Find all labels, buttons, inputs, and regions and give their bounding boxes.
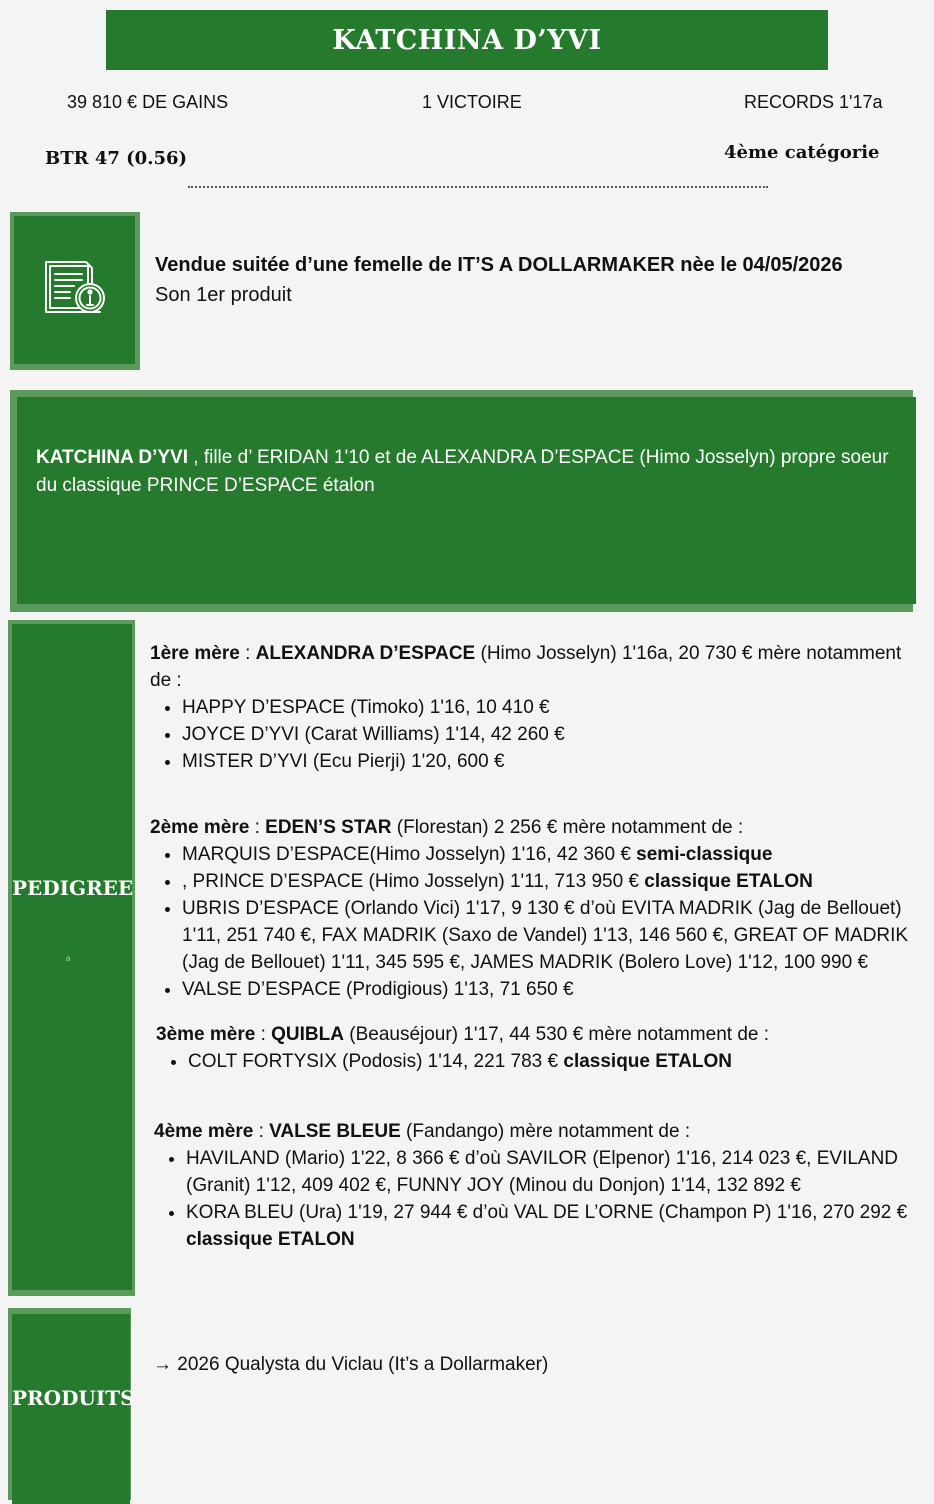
mere-name: QUIBLA <box>271 1024 344 1045</box>
produits-label: PRODUITS <box>12 1386 135 1410</box>
offspring-item <box>182 721 925 748</box>
dotted-divider <box>188 186 768 188</box>
mere-sep: : <box>255 1024 272 1045</box>
mere-block <box>156 1021 925 1075</box>
description-horse-name: KATCHINA D’YVI <box>36 447 188 468</box>
document-info-icon <box>14 216 135 364</box>
description-body: , fille d’ ERIDAN 1'10 et de ALEXANDRA D’ESPACE (Himo Josselyn) propre soeur du classique PRINCE D’ESPACE étalon <box>36 447 889 496</box>
page-title: KATCHINA D’YVI <box>332 24 602 56</box>
mere-rank: 3ème mère <box>156 1024 256 1045</box>
description-text <box>36 444 906 500</box>
sale-info <box>155 250 925 310</box>
mere-block <box>154 1118 925 1253</box>
offspring-text: , PRINCE D’ESPACE (Himo Josselyn) 1'11, 713 950 € <box>182 871 645 892</box>
victoires-stat: 1 VICTOIRE <box>422 92 522 112</box>
mere-offspring-list <box>150 694 925 775</box>
info-box <box>14 216 135 364</box>
mere-details: (Himo Josselyn) 1'16a, 20 730 € mère notamment de : <box>150 643 902 691</box>
sale-produit-line: Son 1er produit <box>155 284 292 306</box>
mere-offspring-list <box>154 1145 925 1253</box>
mere-rank: 4ème mère <box>154 1121 254 1142</box>
mere-details: (Beauséjour) 1'17, 44 530 € mère notamment de : <box>343 1024 770 1045</box>
mere-details: (Fandango) mère notamment de : <box>400 1121 691 1142</box>
mere-heading <box>150 814 925 841</box>
title-banner <box>106 10 828 70</box>
mere-name: EDEN’S STAR <box>265 817 392 838</box>
pedigree-content <box>150 640 925 1253</box>
mere-block <box>150 640 925 775</box>
pedigree-label-box <box>12 624 132 1290</box>
offspring-status: classique ETALON <box>186 1229 355 1250</box>
mere-details: (Florestan) 2 256 € mère notamment de : <box>391 817 744 838</box>
mere-sep: : <box>239 643 256 664</box>
mere-name: VALSE BLEUE <box>269 1121 401 1142</box>
offspring-item <box>182 748 925 775</box>
pedigree-spacer <box>150 775 925 814</box>
offspring-status: classique ETALON <box>644 871 813 892</box>
offspring-text: COLT FORTYSIX (Podosis) 1'14, 221 783 € <box>188 1051 564 1072</box>
offspring-text: KORA BLEU (Ura) 1'19, 27 944 € d’où VAL DE L’ORNE (Champon P) 1'16, 270 292 € <box>186 1202 908 1223</box>
offspring-text: JOYCE D’YVI (Carat Williams) 1'14, 42 260 € <box>182 724 565 745</box>
offspring-item <box>182 841 925 868</box>
pedigree-label: PEDIGREE <box>12 876 134 900</box>
gains-stat: 39 810 € DE GAINS <box>67 92 229 112</box>
offspring-item <box>186 1145 925 1199</box>
mere-offspring-list <box>156 1048 925 1075</box>
mere-name: ALEXANDRA D’ESPACE <box>255 643 476 664</box>
categorie-stat: 4ème catégorie <box>724 142 880 163</box>
offspring-text: HAPPY D’ESPACE (Timoko) 1'16, 10 410 € <box>182 697 550 718</box>
mere-heading <box>154 1118 925 1145</box>
mere-block <box>150 814 925 1003</box>
offspring-item <box>182 976 925 1003</box>
mere-rank: 1ère mère <box>150 643 240 664</box>
offspring-text: MISTER D’YVI (Ecu Pierji) 1'20, 600 € <box>182 751 505 772</box>
pedigree-spacer <box>150 1075 925 1118</box>
mere-rank: 2ème mère <box>150 817 250 838</box>
description-box <box>17 397 916 604</box>
offspring-text: MARQUIS D’ESPACE(Himo Josselyn) 1'16, 42 360 € <box>182 844 637 865</box>
mere-heading <box>156 1021 925 1048</box>
mere-sep: : <box>253 1121 270 1142</box>
btr-stat: BTR 47 (0.56) <box>45 148 188 169</box>
offspring-item <box>188 1048 925 1075</box>
pedigree-small-mark: a <box>66 954 71 963</box>
offspring-text: HAVILAND (Mario) 1'22, 8 366 € d’où SAVILOR (Elpenor) 1'16, 214 023 €, EVILAND (Granit) 1'12, 409 402 €, FUNNY JOY (Minou du Donjon) 1'14, 132 892 € <box>186 1148 899 1196</box>
produits-list <box>153 1352 548 1378</box>
offspring-status: classique ETALON <box>563 1051 732 1072</box>
offspring-item <box>186 1199 925 1253</box>
offspring-text: VALSE D’ESPACE (Prodigious) 1'13, 71 650 € <box>182 979 574 1000</box>
produit-item: → 2026 Qualysta du Viclau (It’s a Dollarmaker) <box>153 1354 549 1375</box>
offspring-item <box>182 694 925 721</box>
mere-heading <box>150 640 925 694</box>
mere-sep: : <box>249 817 266 838</box>
sale-line: Vendue suitée d’une femelle de IT’S A DOLLARMAKER nèe le 04/05/2026 <box>155 254 843 276</box>
offspring-item <box>182 895 925 976</box>
offspring-text: UBRIS D’ESPACE (Orlando Vici) 1'17, 9 130 € d’où EVITA MADRIK (Jag de Bellouet) 1'11, 251 740 €, FAX MADRIK (Saxo de Vandel) 1'13, 146 560 €, GREAT OF MADRIK (Jag de Bellouet) 1'11, 345 595 €, JAMES MADRIK (Bolero Love) 1'12, 100 990 € <box>182 898 909 973</box>
offspring-status: semi-classique <box>636 844 773 865</box>
mere-offspring-list <box>150 841 925 1003</box>
records-stat: RECORDS 1'17a <box>744 92 883 112</box>
offspring-item <box>182 868 925 895</box>
pedigree-spacer <box>150 1003 925 1021</box>
